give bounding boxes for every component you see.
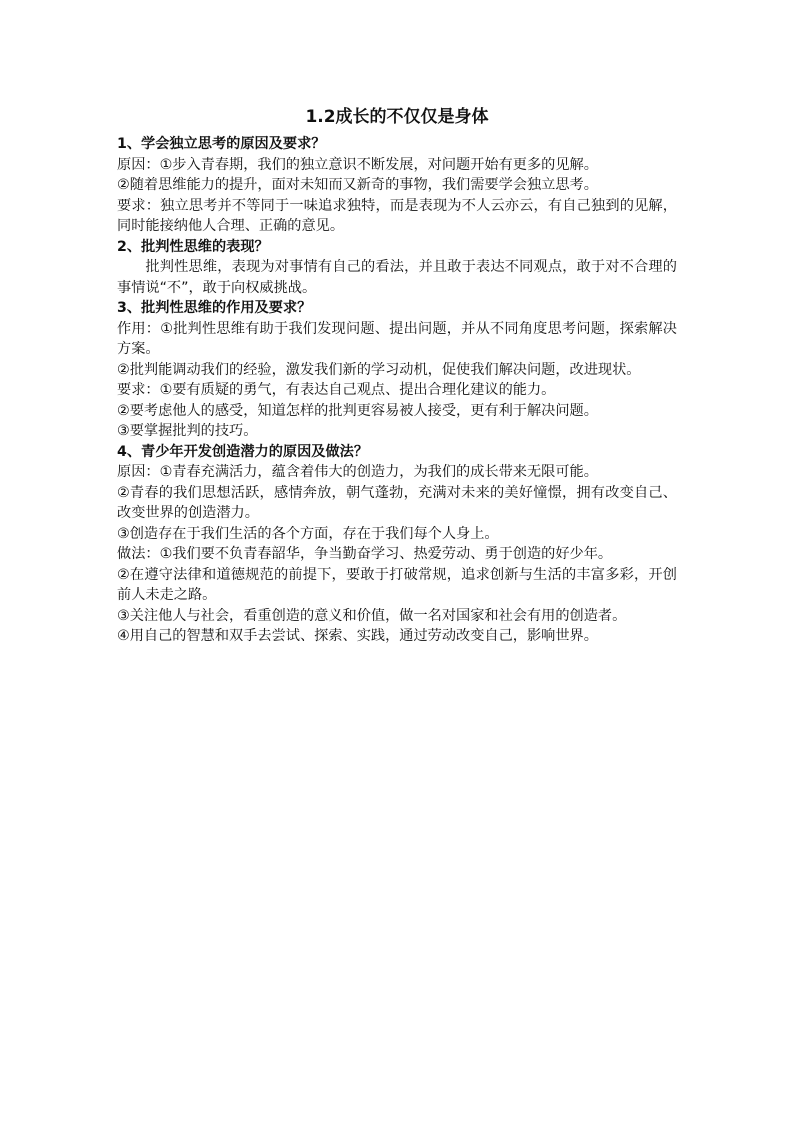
paragraph: ②随着思维能力的提升，面对未知而又新奇的事物，我们需要学会独立思考。 (117, 177, 598, 193)
section-heading: 3、批判性思维的作用及要求？ (117, 300, 312, 316)
section-heading: 1、学会独立思考的原因及要求？ (117, 136, 326, 152)
paragraph: ③创造存在于我们生活的各个方面，存在于我们每个人身上。 (117, 525, 499, 542)
paragraph: 作用：①批判性思维有助于我们发现问题、提出问题，并从不同角度思考问题，探索解决方案。 (117, 320, 677, 357)
paragraph: 做法：①我们要不负青春韶华，争当勤奋学习、热爱劳动、勇于创造的好少年。 (117, 546, 613, 562)
section-heading: 2、批判性思维的表现？ (117, 238, 269, 255)
paragraph: 批判性思维，表现为对事情有自己的看法，并且敢于表达不同观点，敢于对不合理的事情说“不”，敢于向权威挑战。 (117, 259, 677, 296)
paragraph: 要求：①要有质疑的勇气，有表达自己观点、提出合理化建议的能力。 (117, 382, 556, 398)
paragraph: ③要掌握批判的技巧。 (117, 423, 258, 439)
paragraph: ③关注他人与社会，看重创造的意义和价值，做一名对国家和社会有用的创造者。 (117, 607, 627, 624)
paragraph: ④用自己的智慧和双手去尝试、探索、实践，通过劳动改变自己，影响世界。 (117, 628, 598, 644)
paragraph: 原因：①青春充满活力，蕴含着伟大的创造力，为我们的成长带来无限可能。 (117, 464, 598, 480)
section-heading: 4、青少年开发创造潜力的原因及做法？ (117, 443, 369, 460)
paragraph: ②批判能调动我们的经验，激发我们新的学习动机，促使我们解决问题，改进现状。 (117, 361, 641, 378)
document-body (117, 134, 677, 647)
paragraph: ②青春的我们思想活跃，感情奔放，朝气蓬勃，充满对未来的美好憧憬，拥有改变自己、改变世界的创造潜力。 (117, 484, 677, 521)
document-title: 1.2成长的不仅仅是身体 (305, 107, 489, 127)
document-page (117, 104, 677, 647)
paragraph: 原因：①步入青春期，我们的独立意识不断发展，对问题开始有更多的见解。 (117, 156, 598, 173)
paragraph: ②要考虑他人的感受，知道怎样的批判更容易被人接受，更有利于解决问题。 (117, 402, 598, 419)
paragraph: 要求：独立思考并不等同于一味追求独特，而是表现为不人云亦云，有自己独到的见解，同时能接纳他人合理、正确的意见。 (117, 197, 677, 234)
paragraph: ②在遵守法律和道德规范的前提下，要敢于打破常规，追求创新与生活的丰富多彩，开创前人未走之路。 (117, 566, 677, 603)
